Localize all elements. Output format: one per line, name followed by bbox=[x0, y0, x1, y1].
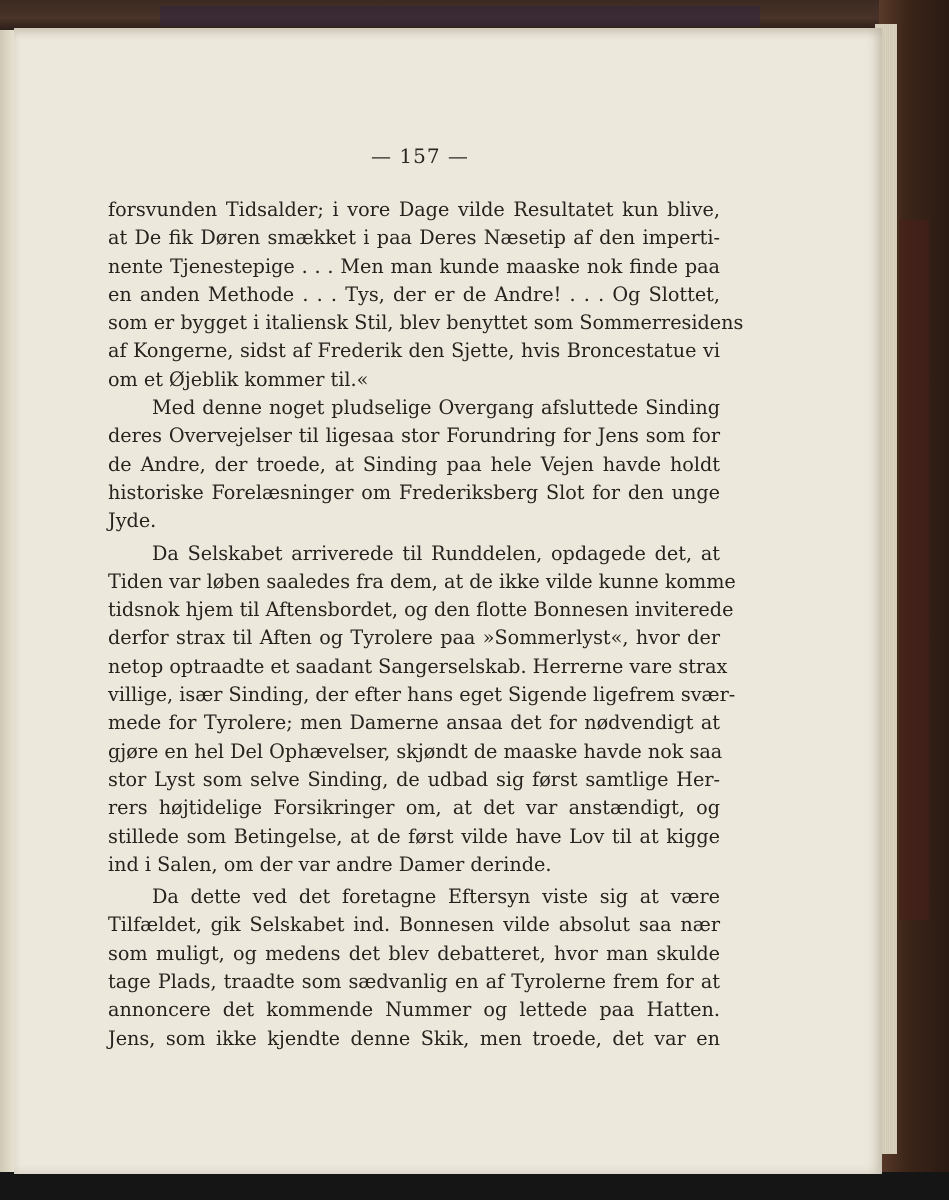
bottom-shadow bbox=[0, 1172, 949, 1200]
text-line: at De fik Døren smækket i paa Deres Næsetip af den imperti- bbox=[108, 226, 720, 250]
cover-band bbox=[160, 6, 760, 26]
text-line: mede for Tyrolere; men Damerne ansaa det for nødvendigt at bbox=[108, 711, 720, 735]
text-line: historiske Forelæsninger om Frederiksberg Slot for den unge bbox=[108, 480, 720, 504]
text-line: rers højtidelige Forsikringer om, at det var anstændigt, og bbox=[108, 796, 720, 820]
body-text bbox=[108, 196, 744, 1053]
text-line: derfor strax til Aften og Tyrolere paa »Sommerlyst«, hvor der bbox=[108, 626, 720, 650]
text-line: forsvunden Tidsalder; i vore Dage vilde Resultatet kun blive, bbox=[108, 198, 720, 221]
page-sheet bbox=[14, 28, 882, 1174]
text-line: tidsnok hjem til Aftensbordet, og den flotte Bonnesen inviterede bbox=[108, 598, 734, 622]
text-line: Jyde. bbox=[108, 509, 157, 533]
text-line: Jens, som ikke kjendte denne Skik, men troede, det var en bbox=[108, 1026, 720, 1050]
text-line: Tiden var løben saaledes fra dem, at de ikke vilde kunne komme bbox=[108, 569, 736, 593]
text-line: annoncere det kommende Nummer og lettede paa Hatten. bbox=[108, 998, 720, 1022]
page-number: — 157 — bbox=[371, 144, 469, 168]
text-line: ind i Salen, om der var andre Damer derinde. bbox=[108, 852, 552, 876]
paragraph-first-line: Da dette ved det foretagne Eftersyn viste sig at være bbox=[152, 885, 720, 909]
text-line: stor Lyst som selve Sinding, de udbad sig først samtlige Her- bbox=[108, 767, 720, 791]
text-line: Tilfældet, gik Selskabet ind. Bonnesen vilde absolut saa nær bbox=[108, 913, 720, 937]
text-line: stillede som Betingelse, at de først vilde have Lov til at kigge bbox=[108, 824, 720, 848]
text-line: nente Tjenestepige . . . Men man kunde maaske nok finde paa bbox=[108, 254, 720, 278]
text-line: af Kongerne, sidst af Frederik den Sjette, hvis Broncestatue vi bbox=[108, 339, 720, 363]
text-line: netop optraadte et saadant Sangerselskab. Herrerne vare strax bbox=[108, 654, 728, 678]
text-line: en anden Methode . . . Tys, der er de Andre! . . . Og Slottet, bbox=[108, 282, 720, 306]
text-line: villige, især Sinding, der efter hans eget Sigende ligefrem svær- bbox=[108, 683, 736, 707]
paragraph-first-line: Med denne noget pludselige Overgang afsluttede Sinding bbox=[152, 396, 720, 420]
text-line: som er bygget i italiensk Stil, blev benyttet som Sommerresidens bbox=[108, 311, 744, 335]
text-line: de Andre, der troede, at Sinding paa hele Vejen havde holdt bbox=[108, 452, 720, 476]
text-line: som muligt, og medens det blev debatteret, hvor man skulde bbox=[108, 941, 720, 965]
paragraph-first-line: Da Selskabet arriverede til Runddelen, opdagede det, at bbox=[152, 541, 720, 565]
text-line: gjøre en hel Del Ophævelser, skjøndt de maaske havde nok saa bbox=[108, 739, 723, 763]
text-line: tage Plads, traadte som sædvanlig en af Tyrolerne frem for at bbox=[108, 970, 720, 994]
text-line: deres Overvejelser til ligesaa stor Forundring for Jens som for bbox=[108, 424, 720, 448]
text-line: om et Øjeblik kommer til.« bbox=[108, 367, 369, 391]
